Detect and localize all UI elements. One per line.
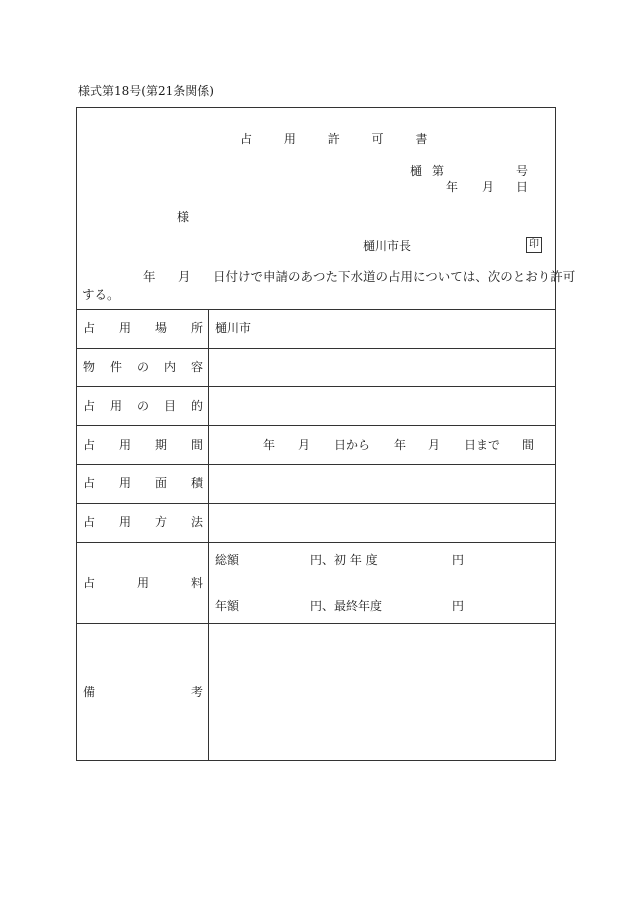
date-year: 年: [446, 180, 459, 194]
seal-mark: 印: [526, 237, 542, 253]
row-divider: [76, 348, 556, 349]
label-remarks: 備 考: [83, 685, 203, 699]
period-end-year: 年: [394, 438, 407, 452]
title-char: 占: [240, 132, 254, 146]
row-divider: [76, 464, 556, 465]
body-text-line1: 日付けで申請のあつた下水道の占用については、次のとおり許可: [213, 269, 576, 284]
number-go: 号: [516, 164, 529, 178]
fee-total-unit: 円、初 年 度: [310, 553, 378, 567]
period-duration: 間: [522, 438, 535, 452]
value-occupancy-place: 樋川市: [215, 321, 252, 335]
document-title: [240, 133, 428, 145]
label-occupancy-purpose: 占 用 の 目 的: [83, 399, 203, 413]
row-divider: [76, 542, 556, 543]
row-divider: [76, 425, 556, 426]
row-divider: [76, 386, 556, 387]
title-char: 書: [415, 132, 429, 146]
date-day: 日: [516, 180, 529, 194]
period-end-day: 日まで: [464, 438, 501, 452]
label-occupancy-place: 占 用 場 所: [83, 321, 203, 335]
permit-frame: [76, 107, 556, 761]
fee-annual-end: 円: [452, 599, 465, 613]
fee-total-label: 総額: [215, 553, 240, 567]
label-occupancy-area: 占 用 面 積: [83, 476, 203, 490]
body-month: 月: [178, 269, 191, 284]
title-char: 用: [283, 132, 297, 146]
fee-total-end: 円: [452, 553, 465, 567]
number-dai: 第: [432, 164, 445, 178]
title-char: 許: [327, 132, 341, 146]
period-start-month: 月: [298, 438, 311, 452]
column-divider: [208, 309, 209, 761]
fee-annual-unit: 円、最終年度: [310, 599, 383, 613]
label-occupancy-method: 占 用 方 法: [83, 515, 203, 529]
date-month: 月: [482, 180, 495, 194]
period-end-month: 月: [428, 438, 441, 452]
number-prefix: 樋: [410, 164, 423, 178]
form-reference: 様式第18号(第21条関係): [78, 84, 214, 98]
title-char: 可: [371, 132, 385, 146]
row-divider: [76, 309, 556, 310]
fee-annual-label: 年額: [215, 599, 240, 613]
body-text-line2: する。: [82, 287, 120, 302]
label-item-content: 物 件 の 内 容: [83, 360, 203, 374]
period-start-day: 日から: [334, 438, 371, 452]
label-occupancy-period: 占 用 期 間: [83, 438, 203, 452]
body-year: 年: [143, 269, 156, 284]
row-divider: [76, 503, 556, 504]
addressee-suffix: 様: [177, 210, 190, 224]
period-start-year: 年: [263, 438, 276, 452]
row-divider: [76, 623, 556, 624]
issuer-name: 樋川市長: [363, 239, 412, 253]
label-occupancy-fee: 占 用 料: [83, 576, 203, 590]
